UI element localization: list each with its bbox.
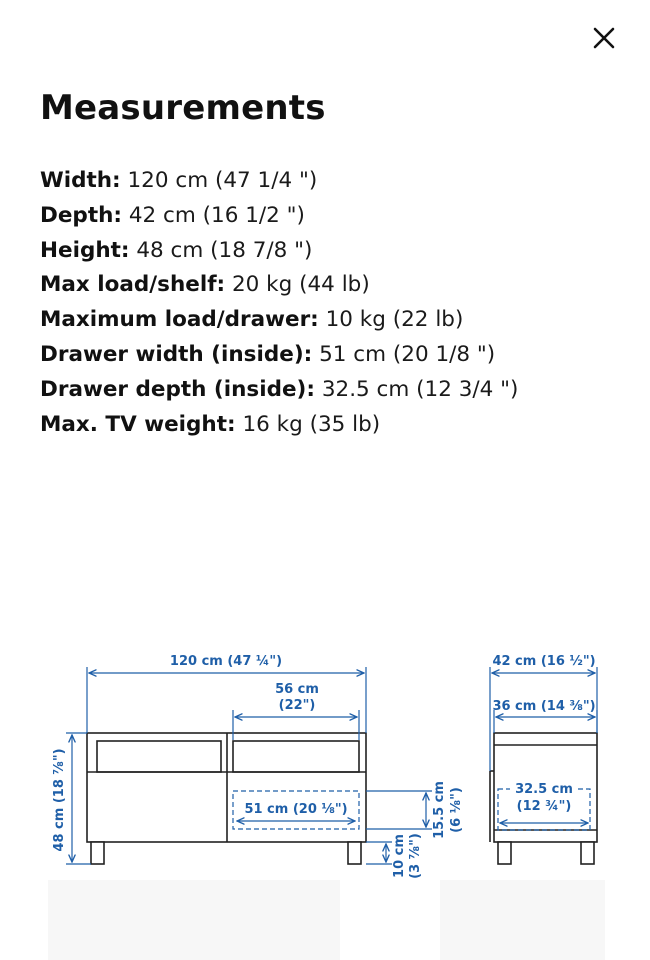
spec-value: 20 kg (44 lb): [225, 272, 370, 298]
leg-height-label-1: 10 cm: [392, 834, 407, 878]
leg-front-right: [348, 842, 361, 864]
spec-value: 10 kg (22 lb): [318, 307, 464, 333]
height-overall-label: 48 cm (18 ⅞"): [52, 748, 67, 852]
spec-label: Drawer width (inside):: [40, 341, 313, 367]
leg-height-label-2: (3 ⅞"): [408, 833, 423, 879]
depth-overall-label: 42 cm (16 ½"): [492, 654, 596, 669]
spec-row-height: [40, 234, 518, 269]
spec-row-drawer-width: [40, 338, 518, 373]
compartment-width-label-1: 56 cm: [275, 682, 319, 697]
leg-front-left: [91, 842, 104, 864]
spec-label: Drawer depth (inside):: [40, 376, 315, 402]
spec-label: Depth:: [40, 202, 123, 228]
spec-row-depth: [40, 199, 518, 234]
spec-value: 48 cm (18 7/8 "): [129, 237, 313, 263]
open-compartment-left: [97, 741, 221, 772]
drawer-height-label-1: 15.5 cm: [432, 781, 447, 839]
leg-side-left: [498, 842, 511, 864]
drawer-depth-label-1: 32.5 cm: [515, 782, 573, 797]
spec-row-max-load-drawer: [40, 303, 518, 338]
floor-shade: [48, 880, 340, 960]
page-title: Measurements: [40, 88, 326, 128]
depth-inner-label: 36 cm (14 ⅜"): [492, 699, 596, 714]
spec-label: Height:: [40, 237, 130, 263]
spec-row-width: [40, 164, 518, 199]
spec-row-drawer-depth: [40, 373, 518, 408]
leg-side-right: [581, 842, 594, 864]
close-button[interactable]: [588, 22, 620, 54]
spec-label: Max load/shelf:: [40, 272, 226, 298]
spec-value: 32.5 cm (12 3/4 "): [315, 376, 519, 402]
close-icon: [592, 26, 616, 50]
spec-value: 120 cm (47 1/4 "): [120, 168, 318, 193]
spec-label: Maximum load/drawer:: [40, 307, 319, 333]
front-view: [87, 733, 366, 864]
spec-row-max-load-shelf: [40, 268, 518, 303]
open-compartment-right: [233, 741, 359, 772]
drawer-depth-label-2: (12 ¾"): [516, 799, 572, 814]
drawer-width-label: 51 cm (20 ⅛"): [244, 802, 348, 817]
spec-value: 16 kg (35 lb): [235, 411, 381, 437]
compartment-width-label-2: (22"): [278, 698, 316, 713]
dimension-diagram: [0, 620, 650, 960]
spec-label: Width:: [40, 168, 121, 193]
spec-value: 42 cm (16 1/2 "): [122, 202, 305, 228]
spec-row-max-tv-weight: [40, 408, 518, 443]
spec-label: Max. TV weight:: [40, 411, 236, 437]
floor-shade-side: [440, 880, 605, 960]
drawer-height-label-2: (6 ⅛"): [449, 787, 464, 833]
width-overall-label: 120 cm (47 ¼"): [169, 654, 283, 669]
spec-value: 51 cm (20 1/8 "): [312, 341, 496, 367]
specs-list: [40, 164, 518, 442]
